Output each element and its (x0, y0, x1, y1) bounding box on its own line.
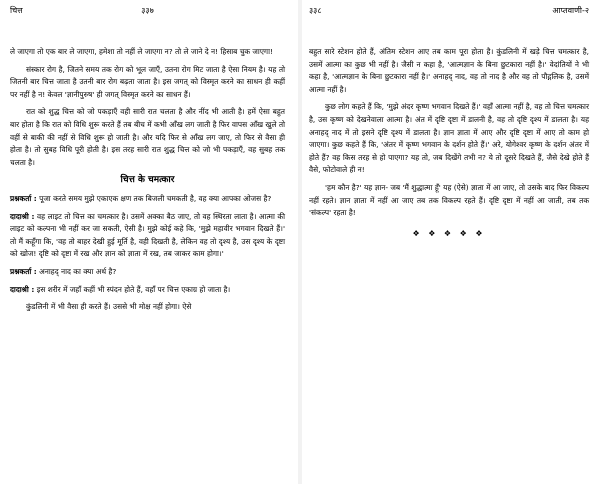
section-title: चित्त के चमत्कार (120, 175, 175, 186)
paragraph: रात को शुद्ध चित्त को जो पकड़ाएँ वही सारी रात चलता है और नींद भी आती है। हमें ऐसा बहुत बार होता है कि रात को विधि शुरू करते हैं तब बीच में कभी आँख लग जाती है फिर वापस आँख खुले तो वहीं से बाकी की नहीं से विधि शुरू हो जाती है। और यदि फिर से आँख लग जाए, तो फिर से वैसा ही होता है। तो सुबह विधि पूरी होती है। इस तरह सारी रात शुद्ध चित्त को जो भी पकड़ाएँ, वह सुबह तक चलता है। (10, 107, 285, 167)
right-page-body (309, 46, 589, 240)
left-header-title: चित्त (10, 6, 23, 15)
paragraph: संस्कार रोग है, जितने समय तक रोग को भूल जाएँ, उतना रोग मिट जाता है ऐसा नियम है। यह तो जितनी बार चित्त जाता है उतनी बार रोग बढ़ता जाता है। इस जगत् को विस्मृत करने का साधन ही कहीं पर नहीं है न! केवल 'ज्ञानीपुरुष' ही जगत् विस्मृत करने का साधन हैं। (10, 64, 285, 99)
speaker-label: दादाश्री : (10, 284, 35, 294)
paragraph: कुछ लोग कहते हैं कि, 'मुझे अंदर कृष्ण भगवान दिखते हैं।' वहाँ आत्मा नहीं है, वह तो चित्त चमत्कार है, उस कृष्ण को देखनेवाला आत्मा है। अंत में दृष्टि दृष्टा में डालनी है, वह तो दृष्टि दृश्य में डालता है। यह अनाहद् नाद में तो इसने दृष्टि दृश्य में डालता है। ज्ञान ज्ञाता में आए और दृष्टि दृष्टा में आए तो काम हो जाएगा। कुछ कहते हैं कि, 'अंतर में कृष्ण भगवान के दर्शन होते हैं।' अरे, योगेश्वर कृष्ण के दर्शन अंतर में होते हैं? वह किस तरह से हो पाएगा? यह तो, जब दिखेंगे तभी न? ये तो दूसरे दिखते हैं, जैसे देखे होते हैं वैसे, फोटोवाले ही न! (309, 102, 589, 175)
left-page-body (10, 46, 285, 319)
right-page-number: ३३८ (309, 6, 322, 15)
qa-text: इस शरीर में जहाँ कहीं भी स्पंदन होते हैं, वहाँ पर चित्त एकाग्र हो जाता है। (36, 284, 231, 294)
paragraph: बहुत सारे स्टेशन होते हैं, अंतिम स्टेशन आए तब काम पूरा होता है। कुंडलिनी में खड़े चित्त चमत्कार है, उसमें आत्मा का कुछ भी नहीं है। जैसी न कहा है, 'आत्मज्ञान के बिना छुटकारा नहीं है।' वेदांतियों ने भी कहा है, 'आत्मज्ञान के बिना छुटकारा नहीं है।' अनाहद् नाद, वह तो नाद है और वह तो पौद्गलिक है, उसमें आत्मा नहीं है। (309, 47, 589, 94)
paragraph: ले जाएगा तो एक बार ले जाएगा, हमेशा तो नहीं ले जाएगा न? तो ले जाने दे न! हिसाब चुक जाएगा! (10, 47, 273, 56)
right-page (305, 0, 599, 484)
book-gutter (298, 0, 302, 484)
speaker-label: प्रश्नकर्ता : (10, 193, 37, 203)
speaker-label: दादाश्री : (10, 211, 35, 221)
qa-item (10, 266, 285, 279)
right-header-title: आप्तवाणी-२ (552, 6, 589, 15)
qa-text: पूजा करते समय मुझे एकाएक क्षण तक बिजली चमकती है, वह क्या आपका ओजस है? (39, 193, 272, 203)
qa-item (10, 193, 285, 206)
ornament-stars: ❖ ❖ ❖ ❖ ❖ (412, 228, 486, 238)
speaker-label: प्रश्नकर्ता : (10, 266, 37, 276)
qa-item (10, 211, 285, 261)
paragraph: कुंडलिनी में भी वैसा ही करते हैं। उससे भी मोक्ष नहीं होगा। ऐसे (26, 302, 192, 312)
paragraph: 'हम कौन है?' यह ज्ञान- जब 'मैं शुद्धात्मा हूँ' यह (ऐसे) ज्ञाता में आ जाए, तो उसके बाद फिर विकल्प नहीं रहते। ज्ञान ज्ञाता में नहीं आ जाए तब तक विकल्प रहते हैं। दृष्टि दृष्टा में नहीं आ जाती, तब तक 'संकल्प' रहता है! (309, 182, 589, 218)
left-page (0, 0, 297, 484)
left-page-number: ३३७ (141, 6, 154, 15)
qa-text: अनाहद् नाद का क्या अर्थ है? (39, 266, 117, 276)
qa-item (10, 284, 285, 297)
qa-text: वह लाइट तो चित्त का चमत्कार है। उसमें अक्का बैठ जाए, तो वह स्थिरता लाता है। आत्मा की लाइट को कल्पना भी नहीं कर जा सकती, ऐसी है। मुझे कोई कहे कि, 'मुझे महावीर भगवान दिखते हैं।' तो मैं कहूँगा कि, 'वह तो बाहर देखी हुई मूर्ति है, वही दिखती है, लेकिन वह तो दृश्य है, उस दृश्य के दृष्टा को खोज! दृष्टि को दृष्टा में रख और ज्ञान को ज्ञाता में रख, तब जाकर काम होगा।' (10, 211, 285, 259)
